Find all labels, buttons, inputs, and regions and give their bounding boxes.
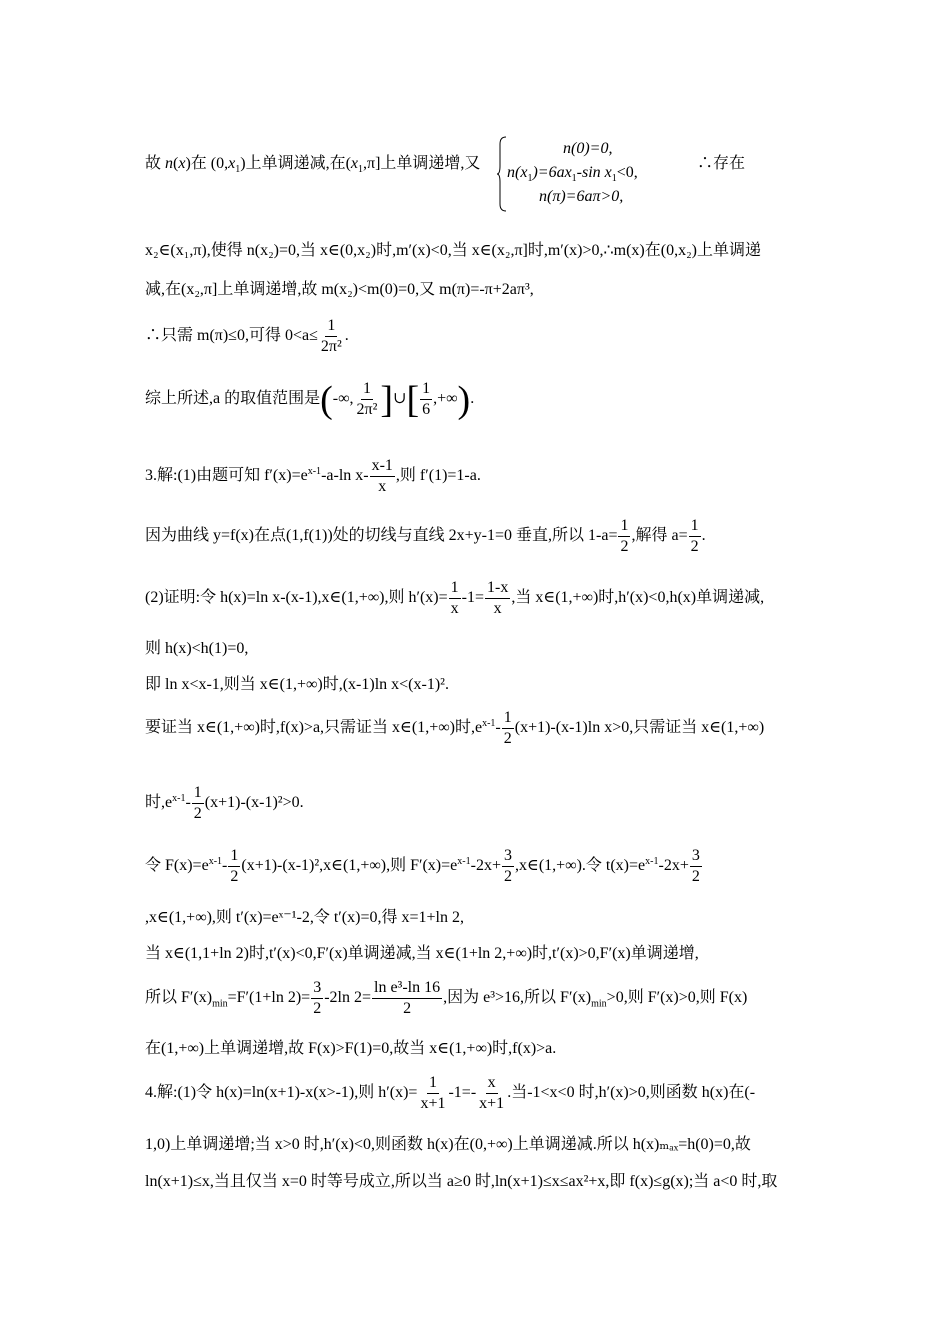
left-brace-icon xyxy=(497,136,507,212)
therefore-exists: ∴存在 xyxy=(697,155,746,172)
text-line-20: ln(x+1)≤x,当且仅当 x=0 时等号成立,所以当 a≥0 时,ln(x+1)≤x≤ax²+x,即 f(x)≤g(x);当 a<0 时,取 xyxy=(145,1173,778,1190)
text-line-2: x₂∈(x₁,π),使得 n(x₂)=0,当 x∈(0,x₂)时,m′(x)<0,当 x∈(x₂,π]时,m′(x)>0,∴m(x)在(0,x₂)上单调递 xyxy=(145,242,761,259)
fraction: $\frac{1}{2}$ xyxy=(193,784,202,822)
system-row-2: $n(x_1)=6ax_1-\sin$ $x_1<0$, xyxy=(507,164,638,185)
text-line-11: 要证当 x∈(1,+∞)时,f(x)>a,只需证当 x∈(1,+∞)时$,e^{x-1}-$ $\frac{1}{2}$ (x+1)-(x-1)ln x>0,只需证当 x∈(1,+∞) xyxy=(145,709,765,747)
fraction: $\frac{1}{6}$ xyxy=(422,380,431,418)
text-line-19: 1,0)上单调递增;当 x>0 时,h′(x)<0,则函数 h(x)在(0,+∞)上单调递减.所以 h(x)ₘₐₓ=h(0)=0,故 xyxy=(145,1136,751,1153)
fraction: $\frac{3}{2}$ xyxy=(313,979,322,1017)
text-line-9: 则 h(x)<h(1)=0, xyxy=(145,640,249,657)
text-line-10: 即 ln x<x-1,则当 x∈(1,+∞)时,(x-1)ln x<(x-1)². xyxy=(145,676,449,693)
text-line-13: 令 $F(x)=e^{x-1}-$ $\frac{1}{2}$ (x+1)-(x-1)²,x∈(1,+∞),则 $F'(x)=e^{x-1}-2x+$ $\frac{3}{2}$ ,x∈(1,+∞).令 $t(x)=e^{x-1}-2x+$ $\frac{3}{2}$ xyxy=(145,847,700,885)
text-line-17: 在(1,+∞)上单调递增,故 F(x)>F(1)=0,故当 x∈(1,+∞)时,f(x)>a. xyxy=(145,1040,557,1057)
fraction: $\frac{1}{x}$ xyxy=(450,579,459,617)
fraction: $\frac{\text{ln e³-ln 16}}{2}$ xyxy=(374,979,441,1017)
fraction: $\frac{1}{x+1}$ xyxy=(420,1074,446,1112)
text-line-16: 所以 $F'(x)_{min}=F'(1+\ln$ 2)= $\frac{3}{2}$ -2ln 2= $\frac{\text{ln e³-ln 16}}{2}$ ,因为 e³>16,所以 $F'(x)_{min}>0$,则 F′(x)>0,则 F(x) xyxy=(145,979,748,1017)
text-line-1: 故 n(x)在 $(0,x_1)$上单调递减,在$(x_1,\pi]$上单调递增,又 xyxy=(145,155,481,176)
equation-system xyxy=(497,136,697,212)
fraction: $\frac{1}{2}$ xyxy=(620,517,629,555)
text-line-7: 因为曲线 y=f(x)在点(1,f(1))处的切线与直线 2x+y-1=0 垂直,所以 1-a= $\frac{1}{2}$ ,解得 a= $\frac{1}{2}$ . xyxy=(145,517,706,555)
fraction: $\frac{1}{2}$ xyxy=(503,709,512,747)
fraction: $\frac{1}{2}$ xyxy=(690,517,699,555)
system-row-3: n(π)=6aπ>0, xyxy=(539,188,624,205)
text-line-6: 3.解:(1)由题可知 $f'(x)=e^{x-1}-a-\ln$ x- $\frac{x-1}{x}$ ,则 f′(1)=1-a. xyxy=(145,457,481,495)
fraction: $\frac{x}{x+1}$ xyxy=(479,1074,505,1112)
fraction: $\frac{3}{2}$ xyxy=(691,847,700,885)
fraction: $\frac{1}{\text{2π²}}$ xyxy=(356,380,378,418)
text-line-15: 当 x∈(1,1+ln 2)时,t′(x)<0,F′(x)单调递减,当 x∈(1+ln 2,+∞)时,t′(x)>0,F′(x)单调递增, xyxy=(145,945,699,962)
text-line-8: (2)证明:令 h(x)=ln x-(x-1),x∈(1,+∞),则 h′(x)= $\frac{1}{x}$ -1= $\frac{1-x}{x}$ ,当 x∈(1,+∞)时,h′(x)<0,h(x)单调递减, xyxy=(145,579,765,617)
text-line-5: 综上所述,a 的取值范围是(-∞, $\frac{1}{\text{2π²}}$ ]∪[ $\frac{1}{6}$ ,+∞). xyxy=(145,378,475,421)
text-line-12: 时$,e^{x-1}-$ $\frac{1}{2}$ (x+1)-(x-1)²>0. xyxy=(145,784,304,822)
fraction: $\frac{3}{2}$ xyxy=(503,847,512,885)
text-line-14: ,x∈(1,+∞),则 t′(x)=eˣ⁻¹-2,令 t′(x)=0,得 x=1+ln 2, xyxy=(145,909,464,926)
fraction: $\frac{1}{2}$ xyxy=(230,847,239,885)
text-line-3: 减,在(x₂,π]上单调递增,故 m(x₂)<m(0)=0,又 m(π)=-π+2aπ³, xyxy=(145,281,534,298)
text-line-4: ∴只需 m(π)≤0,可得 0<a≤ $\frac{1}{\text{2π²}}$ . xyxy=(145,317,349,355)
system-row-1: n(0)=0, xyxy=(563,140,613,157)
fraction: $\frac{1}{\text{2π²}}$ xyxy=(320,317,342,355)
text-line-18: 4.解:(1)令 h(x)=ln(x+1)-x(x>-1),则 h′(x)= $\frac{1}{x+1}$ -1=- $\frac{x}{x+1}$ .当-1<x<0 时,h′(x)>0,则函数 h(x)在(- xyxy=(145,1074,756,1112)
fraction: $\frac{1-x}{x}$ xyxy=(487,579,509,617)
fraction: $\frac{x-1}{x}$ xyxy=(371,457,393,495)
